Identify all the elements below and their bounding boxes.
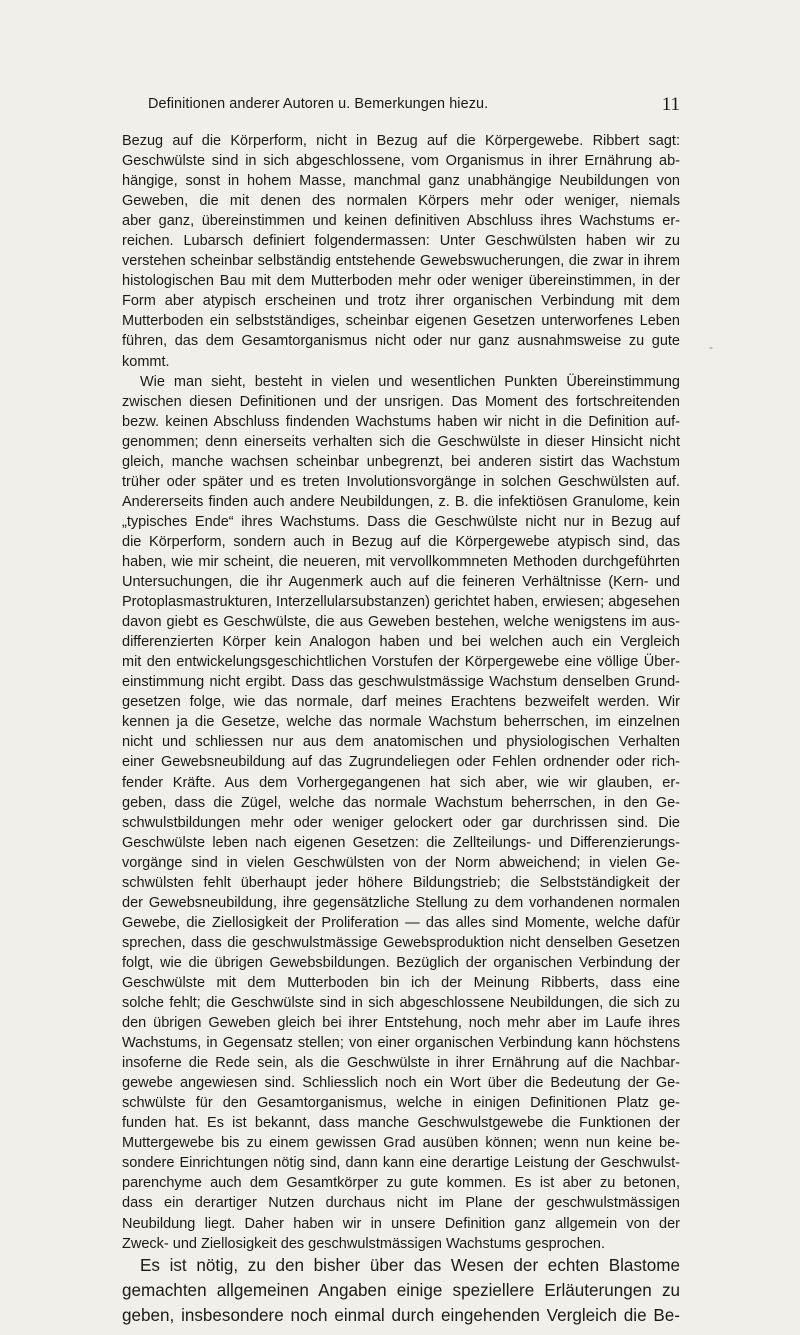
text-line: gleich, manche wachsen scheinbar unbegrenzt, bei anderen sistirt das Wachstum: [122, 453, 680, 470]
text-line: der Gewebsneubildung, ihre gegensätzliche Stellung zu dem vorhandenen normalen: [122, 894, 680, 911]
text-line: vorgänge sind in vielen Geschwülsten von der Norm abweichend; in vielen Ge-: [122, 854, 680, 871]
text-line: dass ein derartiger Nutzen durchaus nicht im Plane der geschwulstmässigen: [122, 1195, 680, 1212]
text-line: Muttergewebe bis zu einem gewissen Grad ausüben können; wenn nun keine be-: [122, 1135, 680, 1152]
text-line: zwischen diesen Definitionen und der unsrigen. Das Moment des fortschreitenden: [122, 393, 680, 410]
text-line: histologischen Bau mit dem Mutterboden mehr oder weniger übereinstimmen, in der: [122, 273, 680, 290]
text-line: Untersuchungen, die ihr Augenmerk auch auf die feineren Verhältnisse (Kern- und: [122, 574, 680, 591]
text-line: haben, wie mir scheint, die neueren, mit vervollkommneten Methoden durchgeführten: [122, 553, 680, 570]
large-text-line: gemachten allgemeinen Angaben einige speziellere Erläuterungen zu: [122, 1281, 680, 1300]
text-line: Protoplasmastrukturen, Interzellularsubstanzen) gerichtet haben, erwiesen; abgesehen: [122, 594, 680, 611]
text-line: Wachstums, in Gegensatz stellen; von einer organischen Verbindung kann höchstens: [122, 1035, 680, 1052]
text-line: schwülste für den Gesamtorganismus, welche in einigen Definitionen Platz ge-: [122, 1095, 680, 1112]
text-line: Geschwülste mit dem Mutterboden bin ich der Meinung Ribberts, dass eine: [122, 974, 680, 991]
text-line: führen, das dem Gesamtorganismus nicht oder nur ganz ausnahmsweise zu gute: [122, 333, 680, 350]
text-line: nicht und schliessen nur aus dem anatomischen und physiologischen Verhalten: [122, 734, 680, 751]
text-line: Geweben, die mit denen des normalen Körpers mehr oder weniger, niemals: [122, 193, 680, 210]
text-line: Form aber atypisch erscheinen und trotz ihrer organischen Verbindung mit dem: [122, 293, 680, 310]
text-line: sprechen, dass die geschwulstmässige Gewebsproduktion nicht denselben Gesetzen: [122, 934, 680, 951]
text-line: trüher oder später und es treten Involutionsvorgänge in solchen Geschwülsten auf.: [122, 473, 680, 490]
text-line: folgt, wie die übrigen Gewebsbildungen. Bezüglich der organischen Verbindung der: [122, 954, 680, 971]
text-line: Gewebe, die Ziellosigkeit der Proliferation — das alles sind Momente, welche dafür: [122, 914, 680, 931]
text-line: Bezug auf die Körperform, nicht in Bezug auf die Körpergewebe. Ribbert sagt:: [122, 133, 680, 149]
text-line: „typisches Ende“ ihres Wachstums. Dass die Geschwülste nicht nur in Bezug auf: [122, 513, 680, 530]
large-text-line: Es ist nötig, zu den bisher über das Wesen der echten Blastome: [140, 1256, 680, 1275]
text-line: einer Gewebsneubildung auf das Zugrundeliegen oder Fehlen ordnender oder rich-: [122, 754, 680, 771]
text-line: davon giebt es Geschwülste, die aus Geweben bestehen, welche wenigstens im aus-: [122, 614, 680, 631]
text-line: Zweck- und Ziellosigkeit des geschwulstmässigen Wachstums gesprochen.: [122, 1235, 606, 1252]
text-line: fender Kräfte. Aus dem Vorhergegangenen hat sich aber, wie wir glauben, er-: [122, 774, 680, 791]
text-line: genommen; denn einerseits verhalten sich die Geschwülste in dieser Hinsicht nicht: [122, 433, 680, 450]
margin-mark: -: [709, 340, 713, 354]
text-line: gesetzen folge, wie das normale, darf meines Erachtens bezweifelt werden. Wir: [122, 694, 680, 711]
text-line: Geschwülste leben nach eigenen Gesetzen: die Zellteilungs- und Differenzierungs-: [122, 834, 680, 851]
text-line: einstimmung nicht ergibt. Dass das geschwulstmässige Wachstum denselben Grund-: [122, 674, 680, 691]
text-line: Neubildung liegt. Daher haben wir in unsere Definition ganz allgemein von der: [122, 1215, 680, 1232]
text-line: gewebe angewiesen sind. Schliesslich noch ein Wort über die Bedeutung der Ge-: [122, 1075, 680, 1092]
large-type-paragraph: [122, 1253, 680, 1328]
text-line: differenzierten Körper kein Analogon haben und bei welchen auch ein Vergleich: [122, 634, 680, 651]
text-line: die Körperform, sondern auch in Bezug auf die Körpergewebe atypisch sind, das: [122, 533, 680, 550]
text-line: Andererseits finden auch andere Neubildungen, z. B. die infektiösen Granulome, kein: [122, 493, 680, 510]
running-head: [122, 96, 680, 118]
text-line: insoferne die Rede sein, als die Geschwülste in ihrer Ernährung auf die Nachbar-: [122, 1055, 680, 1072]
text-line: Mutterboden ein selbstständiges, scheinbar eigenen Gesetzen unterworfenes Leben: [122, 313, 680, 330]
body-text: [122, 131, 680, 1254]
running-head-title: Definitionen anderer Autoren u. Bemerkungen hiezu.: [148, 96, 489, 112]
text-line: kommt.: [122, 353, 170, 370]
text-line: verstehen scheinbar selbständig entstehende Gewebswucherungen, die zwar in ihrem: [122, 253, 680, 270]
text-line: reichen. Lubarsch definiert folgendermassen: Unter Geschwülsten haben wir zu: [122, 233, 680, 250]
text-line: Geschwülste sind in sich abgeschlossene, vom Organismus in ihrer Ernährung ab-: [122, 153, 680, 170]
text-line: solche fehlt; die Geschwülste sind in sich abgeschlossene Neubildungen, die sich zu: [122, 995, 680, 1012]
text-line: schwulstbildungen mehr oder weniger gelockert oder gar durchrissen sind. Die: [122, 814, 680, 831]
paragraph-first-line: Wie man sieht, besteht in vielen und wesentlichen Punkten Übereinstimmung: [140, 373, 680, 390]
text-line: hängige, sonst in hohem Masse, manchmal ganz unabhängige Neubildungen von: [122, 173, 680, 190]
text-line: sondere Einrichtungen nötig sind, dann kann eine derartige Leistung der Geschwulst-: [122, 1155, 680, 1172]
large-text-line: geben, insbesondere noch einmal durch eingehenden Vergleich die Be-: [122, 1306, 680, 1325]
text-line: kennen ja die Gesetze, welche das normale Wachstum beherrschen, im einzelnen: [122, 714, 680, 731]
page-number: 11: [661, 94, 680, 115]
text-line: parenchyme auch dem Gesamtkörper zu gute kommen. Es ist aber zu betonen,: [122, 1175, 680, 1192]
text-line: bezw. keinen Abschluss findenden Wachstums haben wir nicht in die Definition auf-: [122, 413, 680, 430]
text-line: mit den entwickelungsgeschichtlichen Vorstufen der Körpergewebe eine völlige Über-: [122, 654, 680, 671]
text-line: aber ganz, übereinstimmen und keinen definitiven Abschluss ihres Wachstums er-: [122, 213, 680, 230]
text-line: schwülsten fehlt überhaupt jeder höhere Bildungstrieb; die Selbstständigkeit der: [122, 874, 680, 891]
text-line: funden hat. Es ist bekannt, dass manche Geschwulstgewebe die Funktionen der: [122, 1115, 680, 1132]
text-line: den übrigen Geweben gleich bei ihrer Entstehung, noch mehr aber im Laufe ihres: [122, 1015, 680, 1032]
text-line: geben, dass die Zügel, welche das normale Wachstum beherrschen, in den Ge-: [122, 794, 680, 811]
